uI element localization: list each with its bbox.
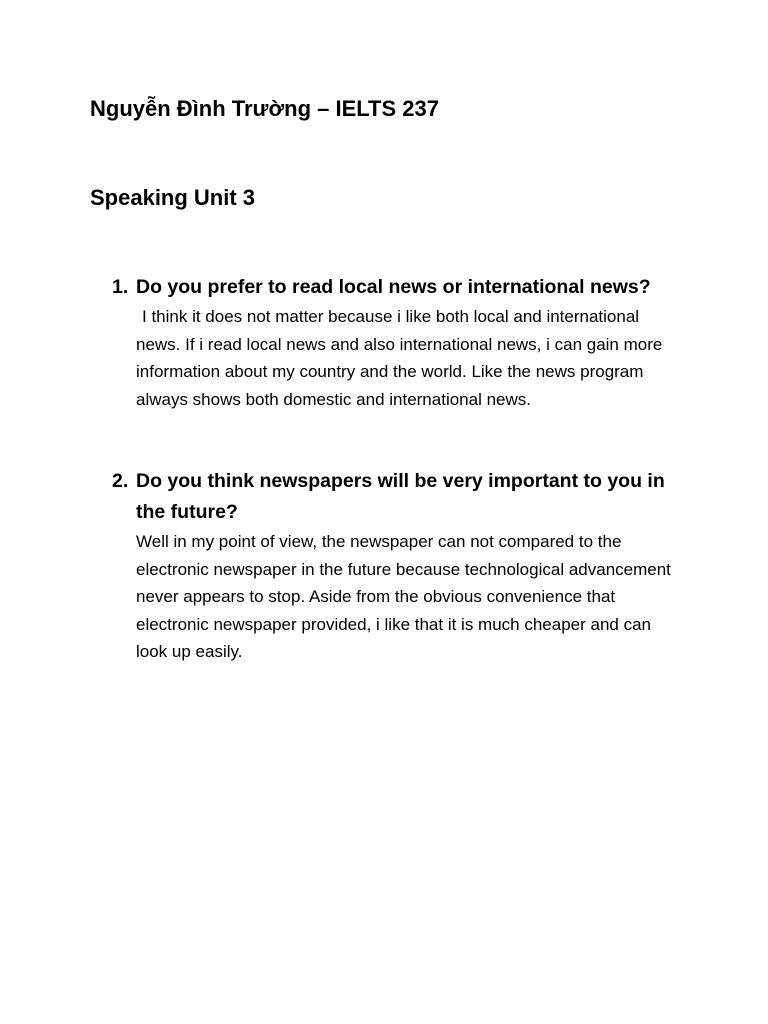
question-block-2: [112, 466, 712, 666]
answer-1: I think it does not matter because i like both local and international news. If i read local news and also international news, i can gain more information about my country and the world. Like the news program always shows both domestic and international news.: [136, 307, 663, 409]
question-1: [112, 272, 712, 303]
question-text-2: Do you think newspapers will be very important to you in the future?: [136, 470, 665, 523]
question-text-1: Do you prefer to read local news or international news?: [136, 276, 651, 298]
unit-title: Speaking Unit 3: [90, 185, 256, 210]
question-number-2: 2.: [112, 470, 129, 492]
question-number-1: 1.: [112, 276, 129, 298]
document-title: Nguyễn Đình Trường – IELTS 237: [90, 96, 439, 121]
question-2: [112, 466, 712, 528]
answer-2: Well in my point of view, the newspaper can not compared to the electronic newspaper in the future because technological advancement never appears to stop. Aside from the obvious convenience that electronic newspaper provided, i like that it is much cheaper and can look up easily.: [136, 532, 671, 661]
question-block-1: [112, 272, 712, 413]
